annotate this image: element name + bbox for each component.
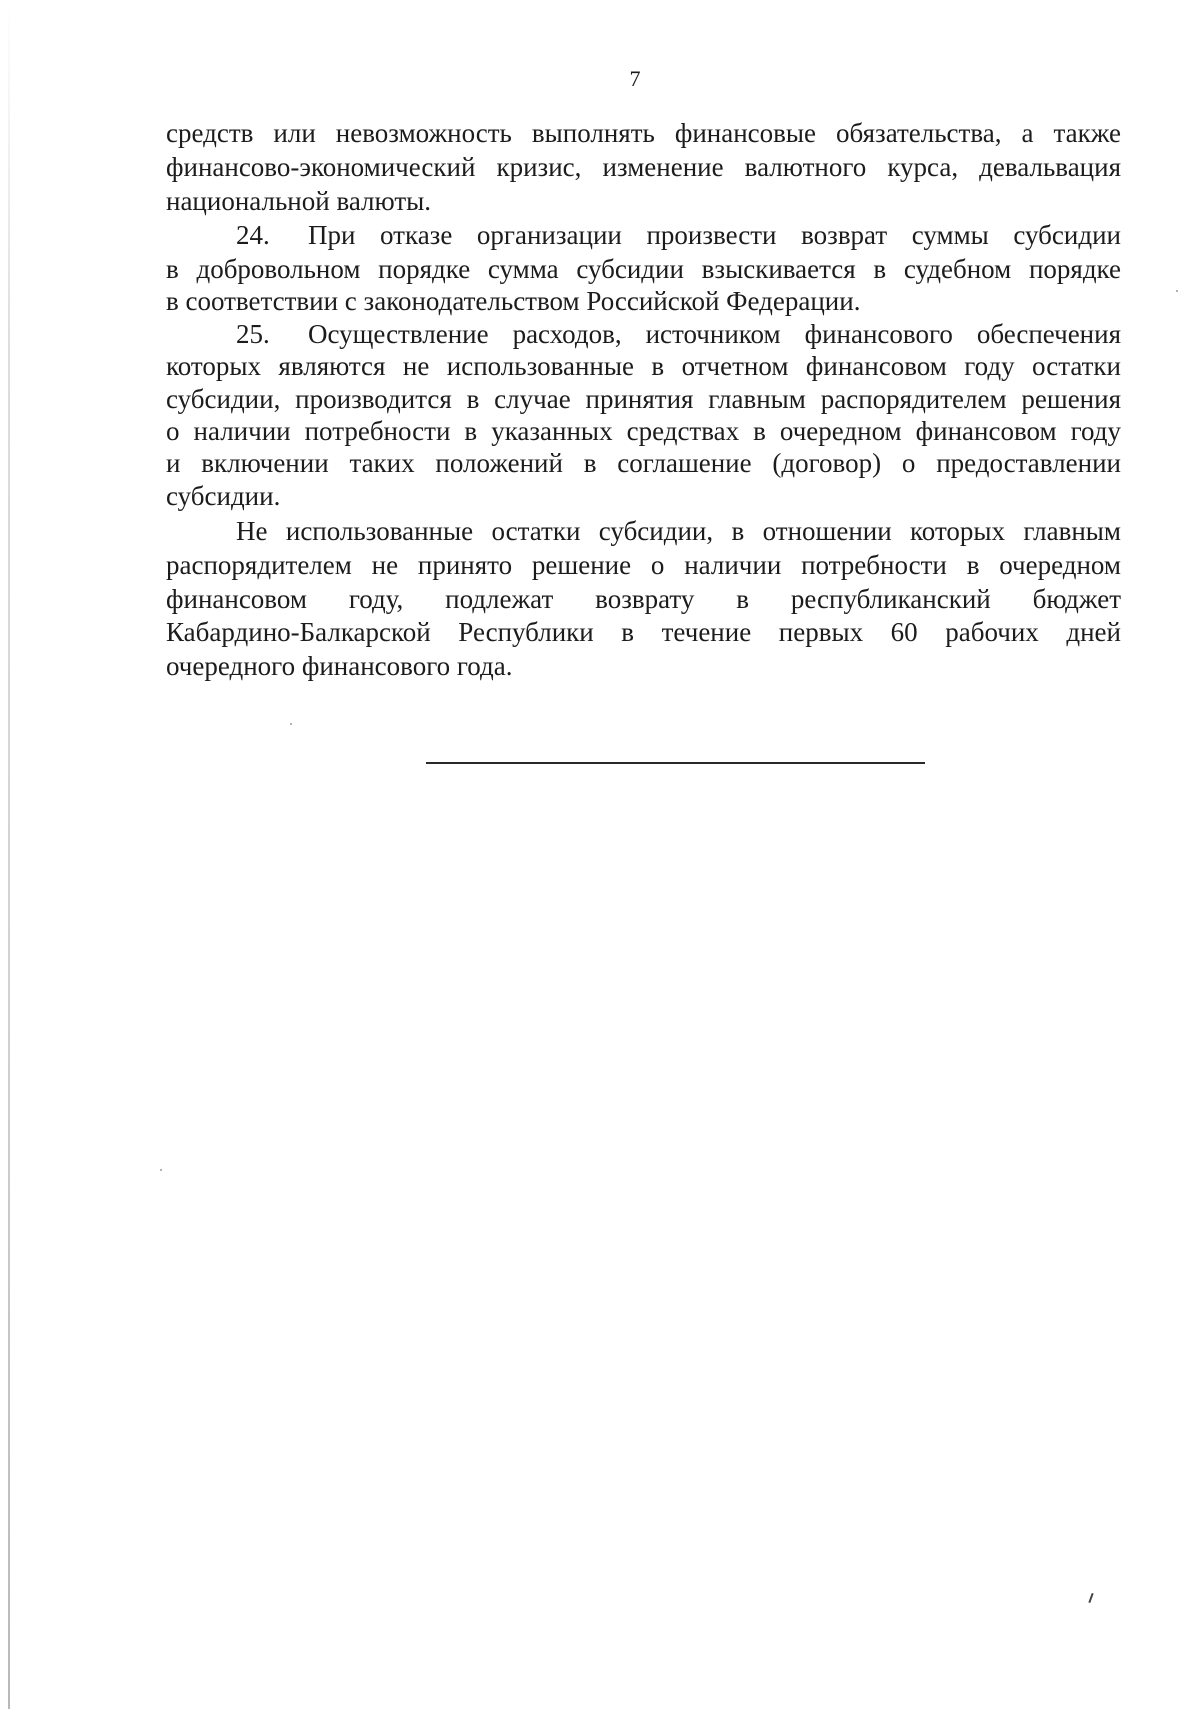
text-line: субсидии, производится в случае принятия главным распорядителем решения [166,384,1121,414]
text-line: финансово-экономический кризис, изменение валютного курса, девальвация [166,152,1121,182]
text-line: и включении таких положений в соглашение (договор) о предоставлении [166,448,1121,478]
page-number: 7 [629,66,641,91]
text-line: которых являются не использованные в отчетном финансовом году остатки [166,351,1121,381]
separator-line [426,762,925,764]
text-line: Осуществление расходов, источником финансового обеспечения [308,319,1121,349]
item-number: 24. [236,220,270,250]
text-line: в соответствии с законодательством Российской Федерации. [166,286,861,316]
text-line: о наличии потребности в указанных средствах в очередном финансовом году [166,416,1121,446]
paragraph-24-first-line [236,219,1121,251]
item-number: 25. [236,319,270,349]
text-line: в добровольном порядке сумма субсидии взыскивается в судебном порядке [166,254,1121,284]
text-line: финансовом году, подлежат возврату в республиканский бюджет [166,584,1121,614]
text-line: распорядителем не принято решение о наличии потребности в очередном [166,550,1121,580]
text-line: При отказе организации произвести возврат суммы субсидии [308,220,1121,250]
scan-speck [1176,290,1178,292]
text-line: средств или невозможность выполнять финансовые обязательства, а также [166,118,1121,148]
text-line: Кабардино-Балкарской Республики в течение первых 60 рабочих дней [166,617,1121,647]
text-line: очередного финансового года. [166,651,513,681]
scan-mark [1088,1593,1093,1603]
text-line: Не использованные остатки субсидии, в отношении которых главным [236,516,1121,546]
text-line: субсидии. [166,481,281,511]
scan-edge-shadow [8,0,10,1709]
paragraph-25-first-line [236,318,1121,350]
scan-speck [160,1169,162,1171]
scan-speck [290,723,292,725]
text-line: национальной валюты. [166,186,432,216]
